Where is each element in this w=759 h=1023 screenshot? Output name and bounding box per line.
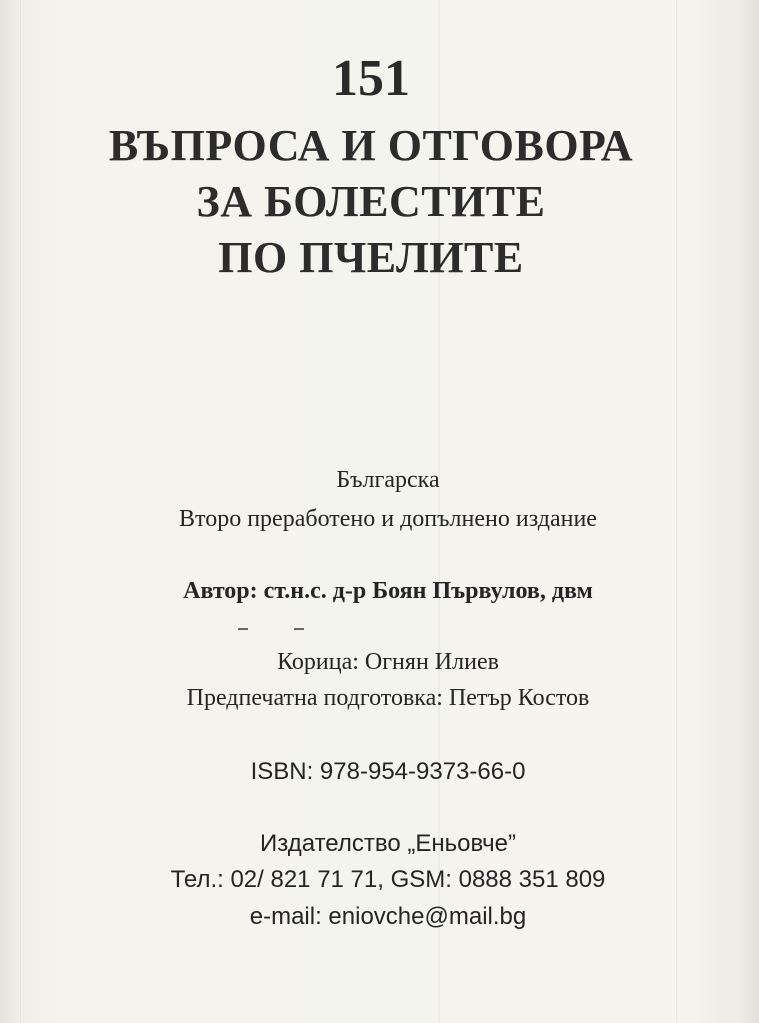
edition-description: Второ преработено и допълнено издание xyxy=(179,506,597,532)
publisher-name: Издателство „Еньовче” xyxy=(260,830,516,857)
print-mark xyxy=(294,628,304,630)
publisher-phone: Тел.: 02/ 821 71 71, GSM: 0888 351 809 xyxy=(170,866,606,893)
book-title-line-3: ПО ПЧЕЛИТЕ xyxy=(218,233,524,282)
book-title-line-2: ЗА БОЛЕСТИТЕ xyxy=(196,177,546,226)
print-mark xyxy=(238,628,248,630)
cover-credit: Корица: Огнян Илиев xyxy=(277,649,499,675)
book-title-line-1: ВЪПРОСА И ОТГОВОРА xyxy=(108,121,634,170)
prepress-credit: Предпечатна подготовка: Петър Костов xyxy=(186,685,590,711)
book-number: 151 xyxy=(332,50,410,107)
edition-language: Българска xyxy=(336,467,440,493)
isbn-line: ISBN: 978-954-9373-66-0 xyxy=(250,758,526,785)
author-line: Автор: ст.н.с. д-р Боян Първулов, двм xyxy=(183,578,593,604)
publisher-email: e-mail: eniovche@mail.bg xyxy=(249,903,527,930)
